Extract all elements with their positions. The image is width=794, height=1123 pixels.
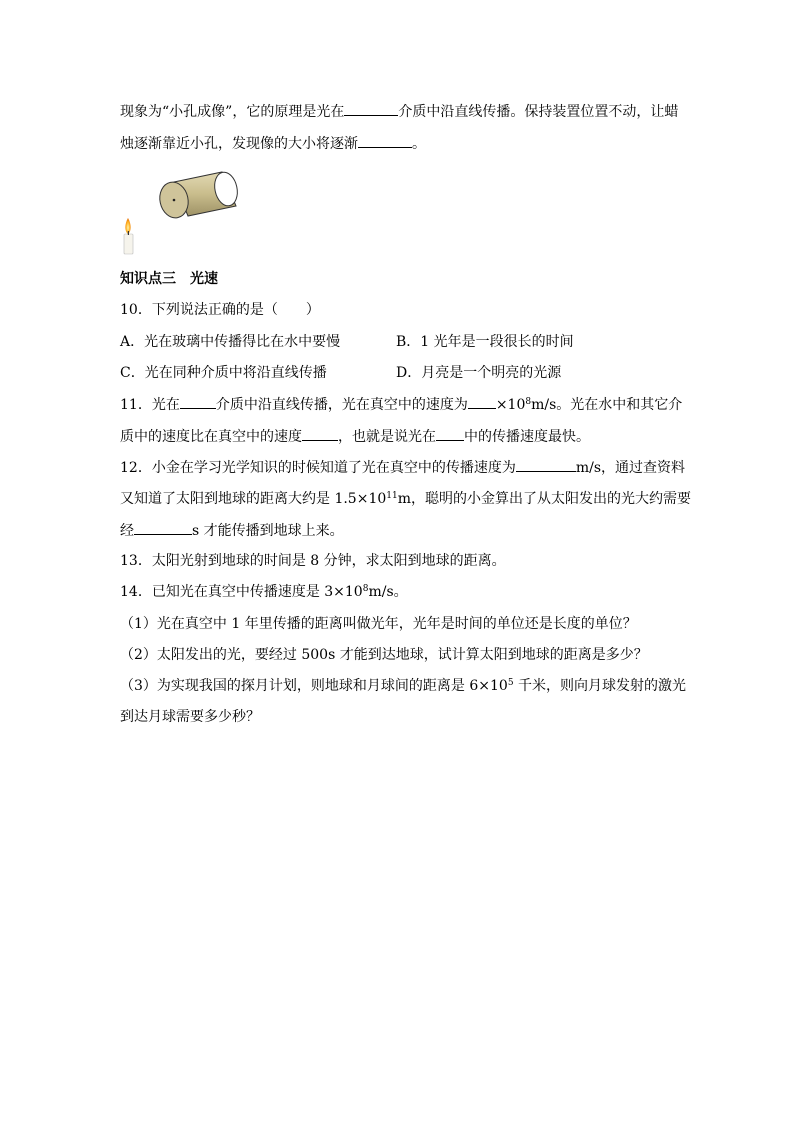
q11-line-2 (120, 426, 590, 447)
text: 中的传播速度最快。 (464, 429, 590, 445)
text: m/s，通过查资料 (575, 460, 686, 476)
answer-blank (358, 133, 412, 148)
q9-line-2 (120, 133, 426, 154)
q10-option-c: C．光在同种介质中将沿直线传播 (120, 365, 327, 381)
text: m，聪明的小金算出了从太阳发出的光大约需要 (397, 491, 691, 507)
text: 11．光在 (120, 397, 180, 413)
answer-blank (180, 394, 216, 409)
text: 。 (412, 136, 426, 152)
text: 介质中沿直线传播，光在真空中的速度为 (215, 397, 468, 413)
text: m/s。光在水中和其它介 (531, 397, 683, 413)
q14-part-3-cont: 到达月球需要多少秒？ (120, 709, 260, 725)
text: m/s。 (368, 584, 408, 600)
candle (124, 218, 133, 254)
section-title: 知识点三 光速 (120, 271, 218, 287)
q14-stem (120, 582, 408, 602)
q14-part-3 (120, 676, 686, 696)
answer-blank (344, 101, 398, 116)
text: 烛逐渐靠近小孔，发现像的大小将逐渐 (120, 136, 358, 152)
text: ，也就是说光在 (338, 429, 436, 445)
text: （3）为实现我国的探月计划，则地球和月球间的距离是 6×10 (120, 678, 508, 694)
q12-line-1 (120, 457, 685, 478)
answer-blank (302, 426, 338, 441)
text: 质中的速度比在真空中的速度 (120, 429, 302, 445)
text: s 才能传播到地球上来。 (192, 523, 344, 539)
answer-blank (436, 426, 464, 441)
pinhole (173, 199, 176, 202)
text: 现象为“小孔成像”，它的原理是光在 (120, 104, 345, 120)
text: 14．已知光在真空中传播速度是 3×10 (120, 584, 363, 600)
text: 经 (120, 523, 134, 539)
exponent: 11 (386, 491, 398, 501)
q12-line-2 (120, 489, 691, 509)
answer-blank (134, 520, 192, 535)
q14-part-1: （1）光在真空中 1 年里传播的距离叫做光年，光年是时间的单位还是长度的单位？ (120, 616, 637, 632)
text: 介质中沿直线传播。保持装置位置不动，让蜡 (398, 104, 679, 120)
text: ×10 (495, 397, 526, 413)
q12-line-3 (120, 520, 344, 541)
q10-option-b: B．1 光年是一段很长的时间 (396, 334, 574, 350)
pinhole-camera-figure (118, 170, 248, 260)
q13-text: 13．太阳光射到地球的时间是 8 分钟，求太阳到地球的距离。 (120, 553, 506, 569)
q9-line-1 (120, 101, 678, 122)
text: 千米，则向月球发射的激光 (513, 678, 686, 694)
q11-line-1 (120, 394, 682, 415)
cylinder-box (157, 170, 241, 220)
exponent: 5 (507, 678, 514, 688)
answer-blank (468, 394, 496, 409)
q10-option-a: A．光在玻璃中传播得比在水中要慢 (120, 334, 341, 350)
text: 又知道了太阳到地球的距离大约是 1.5×10 (120, 491, 387, 507)
q14-part-2: （2）太阳发出的光，要经过 500s 才能到达地球，试计算太阳到地球的距离是多少？ (120, 647, 648, 663)
q10-stem: 10．下列说法正确的是（ ） (120, 302, 320, 318)
answer-blank (516, 457, 576, 472)
q10-option-d: D．月亮是一个明亮的光源 (396, 365, 562, 381)
exponent: 8 (362, 584, 369, 594)
exponent: 8 (525, 397, 532, 407)
text: 12．小金在学习光学知识的时候知道了光在真空中的传播速度为 (120, 460, 516, 476)
